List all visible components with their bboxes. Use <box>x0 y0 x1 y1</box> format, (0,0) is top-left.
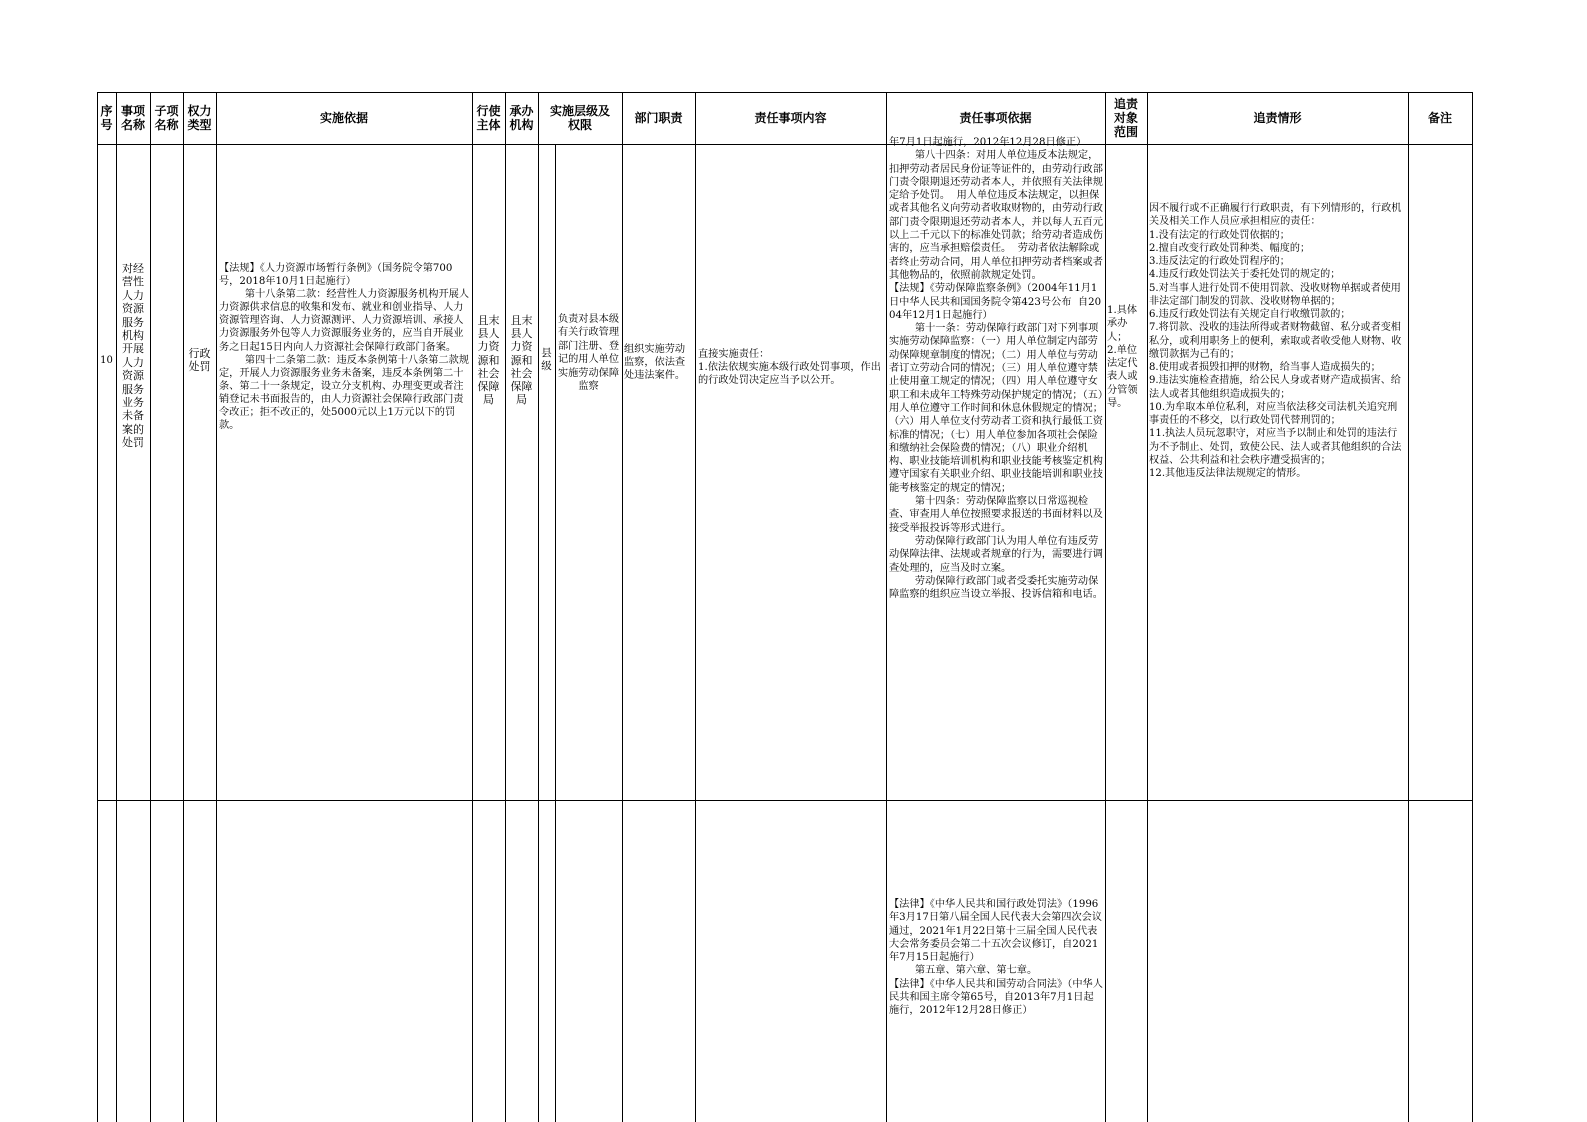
col-line <box>472 92 473 1122</box>
col-line <box>538 92 539 1122</box>
row-scope: 1.具体承办人； 2.单位法定代表人或分管领导。 <box>1107 305 1138 410</box>
row-basis: 【法规】《人力资源市场暂行条例》（国务院令第700号，2018年10月1日起施行） 第十八条第二款：经营性人力资源服务机构开展人力资源供求信息的收集和发布、就业和创业指导、人力资源管理咨询、人力资源测评、人力资源培训、承接人力资源服务外包等人力资源服务业务的，应当自开展业务之日起15日内向人力资源社会保障行政部门备案。 第四十二条第二款：违反本条例第十八条第二款规定，开展人力资源服务业务未备案，违反本条例第二十条、第二十一条规定，设立分支机构、办理变更或者注销登记未书面报告的，由人力资源社会保障行政部门责令改正；拒不改正的，处5000元以上1万元以下的罚款。 <box>219 263 470 432</box>
header-power-type: 权力 类型 <box>187 104 212 132</box>
col-line <box>216 92 217 1122</box>
row-subject: 且末 县人 力资 源和 社会 保障 局 <box>477 314 500 407</box>
row-duty: 组织实施劳动监察，依法查处违法案件。 <box>624 344 686 382</box>
header-basis: 实施依据 <box>319 111 368 125</box>
col-line <box>505 92 506 1122</box>
row-next-resp-basis: 【法律】《中华人民共和国行政处罚法》（1996年3月17日第八届全国人民代表大会第四次会议通过，2021年1月22日第十三届全国人民代表大会常务委员会第二十五次会议修订，自2021年7月15日起施行） 第五章、第六章、第七章。 【法律】《中华人民共和国劳动合同法》（中华人民共和国主席令第65号，自2013年7月1日起施行，2012年12月28日修正） <box>889 899 1103 1017</box>
col-line <box>1408 92 1409 1122</box>
row-resp-basis: 年7月1日起施行，2012年12月28日修正） 第八十四条：对用人单位违反本法规定，扣押劳动者居民身份证等证件的，由劳动行政部门责令限期退还劳动者本人，并依照有关法律规定给予处罚。 用人单位违反本法规定，以担保或者其他名义向劳动者收取财物的，由劳动行政部门责令限期退还劳动者本人，并以每人五百元以上二千元以下的标准处罚款；给劳动者造成伤害的，应当承担赔偿责任。 劳动者依法解除或者终止劳动合同，用人单位扣押劳动者档案或者其他物品的，依照前款规定处罚。 【法规】《劳动保障监察条例》（2004年11月1日中华人民共和国国务院令第423号公布 自2004年12月1日起施行） 第十一条：劳动保障行政部门对下列事项实施劳动保障监察：（一）用人单位制定内部劳动保障规章制度的情况；（二）用人单位与劳动者订立劳动合同的情况；（三）用人单位遵守禁止使用童工规定的情况；（四）用人单位遵守女职工和未成年工特殊劳动保护规定的情况；（五）用人单位遵守工作时间和休息休假规定的情况；（六）用人单位支付劳动者工资和执行最低工资标准的情况；（七）用人单位参加各项社会保险和缴纳社会保险费的情况；（八）职业介绍机构、职业技能培训机构和职业技能考核鉴定机构遵守国家有关职业介绍、职业技能培训和职业技能考核鉴定的规定的情况； 第十四条：劳动保障监察以日常巡视检查、审查用人单位按照要求报送的书面材料以及接受举报投诉等形式进行。 劳动保障行政部门认为用人单位有违反劳动保障法律、法规或者规章的行为，需要进行调查处理的，应当及时立案。 劳动保障行政部门或者受委托实施劳动保障监察的组织应当设立举报、投诉信箱和电话。 <box>889 137 1103 601</box>
col-line <box>183 92 184 1122</box>
header-divider <box>97 144 1473 145</box>
row-level-name: 县 级 <box>541 347 552 373</box>
responsibility-table <box>97 92 1473 1122</box>
header-level: 实施层级及 权限 <box>549 104 610 132</box>
row-level-power: 负责对县本级有关行政管理部门注册、登记的用人单位实施劳动保障监察 <box>557 314 620 393</box>
col-line <box>150 92 151 1122</box>
row-resp-content: 直接实施责任： 1.依法依规实施本级行政处罚事项，作出的行政处罚决定应当予以公开。 <box>698 349 881 387</box>
row-power-type: 行政 处罚 <box>188 347 211 374</box>
header-mask <box>888 92 1104 144</box>
header-seq: 序 号 <box>100 104 113 132</box>
header-resp-content: 责任事项内容 <box>754 111 827 125</box>
resp-basis-clip <box>887 137 1104 800</box>
col-line <box>1105 92 1106 1122</box>
col-line <box>695 92 696 1122</box>
header-resp-basis: 责任事项依据 <box>959 111 1032 125</box>
col-line <box>97 92 98 1122</box>
col-line-sub <box>555 144 556 1122</box>
header-duty: 部门职责 <box>634 111 683 125</box>
row-divider <box>97 800 1473 801</box>
header-remarks: 备注 <box>1427 111 1452 125</box>
col-line <box>622 92 623 1122</box>
row-office: 且末 县人 力资 源和 社会 保障 局 <box>510 314 533 407</box>
row-seq: 10 <box>100 355 113 366</box>
row-situation: 因不履行或不正确履行行政职责，有下列情形的，行政机关及相关工作人员应承担相应的责任： 1.没有法定的行政处罚依据的； 2.擅自改变行政处罚种类、幅度的； 3.违反法定的行政处罚程序的； 4.违反行政处罚法关于委托处罚的规定的； 5.对当事人进行处罚不使用罚款、没收财物单据或者使用非法定部门制发的罚款、没收财物单据的； 6.违反行政处罚法有关规定自行收缴罚款的； 7.将罚款、没收的违法所得或者财物截留、私分或者变相私分，或利用职务上的便利，索取或者收受他人财物、收缴罚款据为己有的； 8.使用或者损毁扣押的财物，给当事人造成损失的； 9.违法实施检查措施，给公民人身或者财产造成损害、给法人或者其他组织造成损失的； 10.为牟取本单位私利，对应当依法移交司法机关追究刑事责任的不移交，以行政处罚代替刑罚的； 11.执法人员玩忽职守，对应当予以制止和处罚的违法行为不予制止、处罚，致使公民、法人或者其他组织的合法权益、公共利益和社会秩序遭受损害的； 12.其他违反法律法规规定的情形。 <box>1149 203 1402 479</box>
col-line <box>1472 92 1473 1122</box>
header-office: 承办 机构 <box>509 104 534 132</box>
row-item-name: 对经 营性 人力 资源 服务 机构 开展 人力 资源 服务 业务 未备 案的 处罚 <box>122 262 144 450</box>
col-line <box>116 92 117 1122</box>
header-situation: 追责情形 <box>1253 111 1302 125</box>
header-sub-name: 子项 名称 <box>154 104 179 132</box>
header-item-name: 事项 名称 <box>120 104 145 132</box>
col-line <box>1147 92 1148 1122</box>
header-scope: 追责 对象 范围 <box>1113 97 1138 139</box>
header-subject: 行使 主体 <box>476 104 501 132</box>
